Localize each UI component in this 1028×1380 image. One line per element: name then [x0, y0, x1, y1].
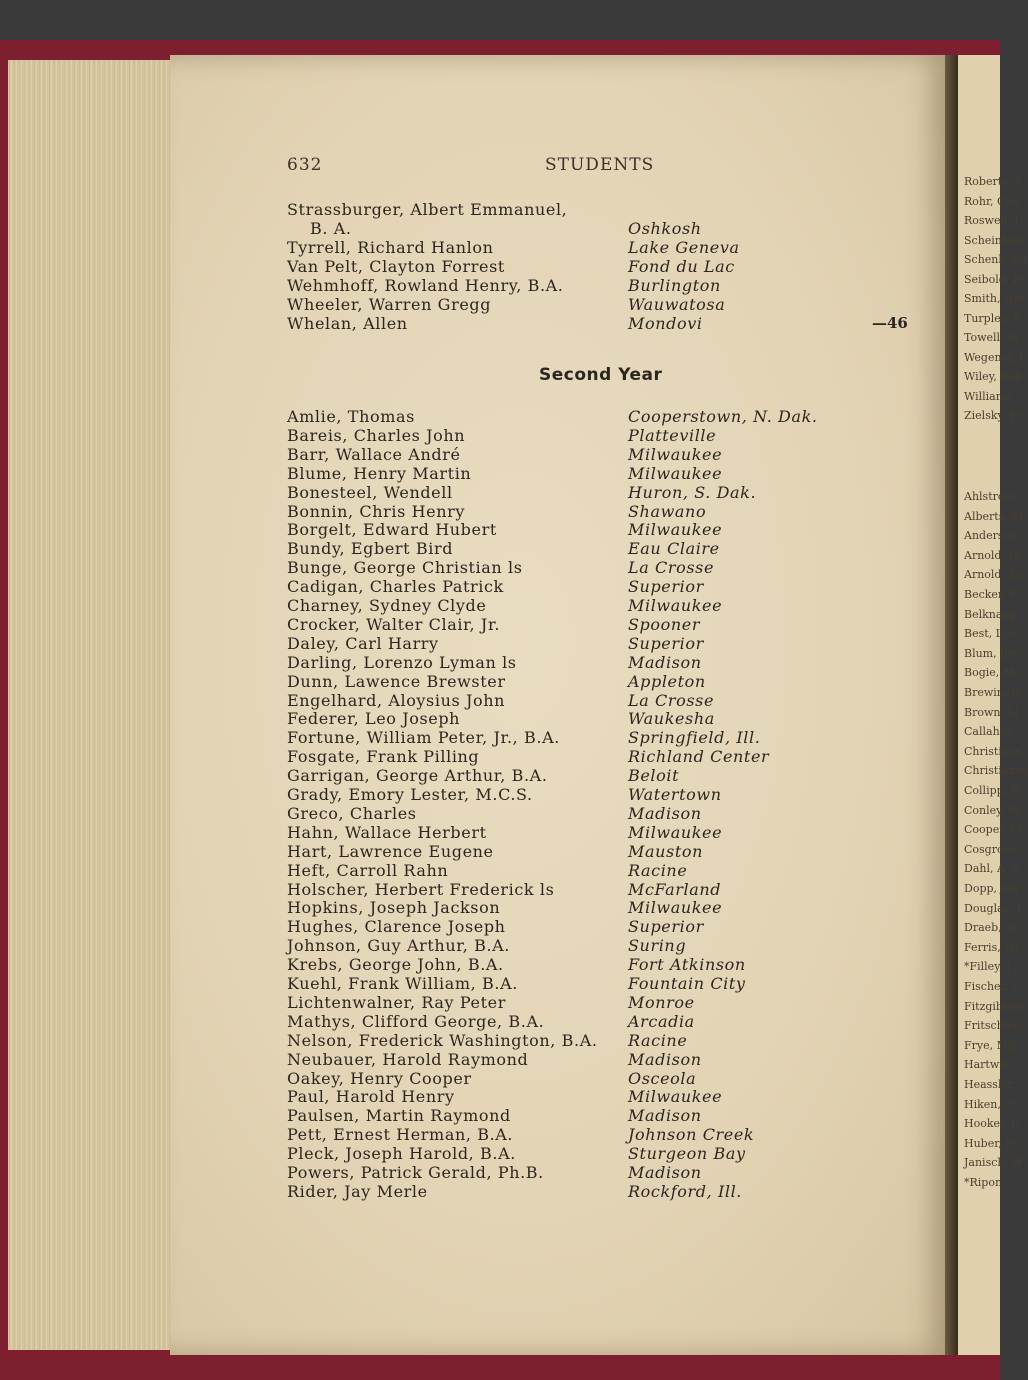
facing-page-text: Towell, Ar	[964, 331, 1021, 344]
student-name: Daley, Carl Harry	[287, 633, 439, 653]
student-hometown: Watertown	[628, 785, 722, 804]
student-name: Wehmhoff, Rowland Henry, B.A.	[287, 276, 564, 295]
student-hometown: Madison	[628, 803, 702, 823]
student-hometown: Monroe	[628, 992, 695, 1012]
student-hometown: Platteville	[628, 425, 717, 445]
student-hometown: La Crosse	[628, 690, 715, 710]
student-hometown: Waukesha	[628, 709, 715, 729]
student-hometown: Spooner	[628, 614, 701, 634]
student-hometown: Milwaukee	[628, 520, 723, 540]
student-hometown: Cooperstown, N. Dak.	[628, 407, 818, 426]
student-name: Neubauer, Harold Raymond	[287, 1049, 529, 1069]
facing-page-text: Callahan,	[964, 725, 1017, 739]
student-hometown: Milwaukee	[628, 822, 723, 842]
facing-page-text: Rohr, Cha	[964, 194, 1020, 208]
facing-page-text: Williams,	[964, 389, 1016, 403]
facing-page-text: Blum, Bru	[964, 646, 1021, 660]
student-hometown: Milwaukee	[628, 1087, 723, 1107]
student-name: Fortune, William Peter, Jr., B.A.	[287, 728, 560, 748]
student-name: Bareis, Charles John	[287, 425, 466, 445]
facing-page-text: Seibold, Fr	[964, 272, 1026, 286]
student-name: Paul, Harold Henry	[287, 1087, 455, 1107]
student-hometown: Fort Atkinson	[628, 955, 746, 975]
student-name: Cadigan, Charles Patrick	[287, 577, 504, 597]
student-hometown: Superior	[628, 577, 704, 597]
facing-page-text: Wegener, J	[964, 350, 1024, 364]
facing-page-text: Fischer, L	[964, 980, 1019, 993]
student-name: Lichtenwalner, Ray Peter	[287, 992, 506, 1012]
facing-page-text: *Filley, J	[964, 960, 1011, 974]
facing-page-text: Zielsky, Fr	[964, 409, 1023, 422]
student-name: Amlie, Thomas	[287, 407, 415, 426]
student-name: Rider, Jay Merle	[287, 1181, 428, 1201]
student-hometown: Suring	[628, 936, 687, 956]
student-name: Bunge, George Christian ls	[287, 558, 523, 578]
student-name: Darling, Lorenzo Lyman ls	[287, 652, 517, 672]
student-hometown: Fond du Lac	[628, 257, 735, 276]
facing-page-text: Heassler,	[964, 1078, 1016, 1091]
facing-page-text: Dahl, A. V	[964, 862, 1020, 876]
student-name: Grady, Emory Lester, M.C.S.	[287, 785, 533, 804]
facing-page-text: Scheinfeld,	[964, 233, 1027, 247]
student-name: Dunn, Lawence Brewster	[287, 671, 506, 691]
student-hometown: Beloit	[628, 766, 680, 786]
student-name: Nelson, Frederick Washington, B.A.	[287, 1030, 598, 1050]
student-name: Greco, Charles	[287, 803, 417, 823]
student-name: Wheeler, Warren Gregg	[287, 295, 492, 314]
student-name: Bonnin, Chris Henry	[287, 501, 466, 521]
student-hometown: Milwaukee	[628, 596, 723, 615]
facing-page-text: Cosgrove,	[964, 842, 1020, 856]
student-hometown: Appleton	[628, 671, 706, 691]
facing-page-text: Anderson,	[964, 529, 1021, 543]
student-name: Crocker, Walter Clair, Jr.	[287, 614, 501, 634]
student-name: Mathys, Clifford George, B.A.	[287, 1011, 545, 1031]
student-hometown: Burlington	[628, 276, 721, 295]
student-name: Powers, Patrick Gerald, Ph.B.	[287, 1163, 544, 1182]
facing-page-text: Turpley, R	[964, 311, 1021, 325]
student-hometown: Shawano	[628, 501, 707, 521]
facing-page-text: Draeb, An	[964, 921, 1021, 935]
facing-page-text: Collipp, W	[964, 784, 1022, 797]
student-name: B. A.	[310, 219, 352, 238]
facing-page-text: Schenk, Ed	[964, 253, 1028, 266]
facing-page-text: Ahlstrom,	[964, 490, 1019, 503]
facing-page-text: Fitzgibbon	[964, 999, 1024, 1013]
facing-page-text: Christiaus	[964, 744, 1022, 758]
student-hometown: Milwaukee	[628, 444, 723, 464]
student-name: Barr, Wallace André	[287, 444, 461, 464]
facing-page-text: Ferris, Wi	[964, 940, 1019, 954]
student-name: Van Pelt, Clayton Forrest	[287, 257, 505, 276]
student-name: Hughes, Clarence Joseph	[287, 917, 506, 937]
student-name: Krebs, George John, B.A.	[287, 955, 504, 975]
facing-page-text: Hooker, E	[964, 1117, 1020, 1131]
student-name: Borgelt, Edward Hubert	[287, 520, 497, 540]
student-hometown: Eau Claire	[628, 539, 720, 559]
student-name: Strassburger, Albert Emmanuel,	[287, 200, 568, 219]
facing-page-text: Best, Lon	[964, 627, 1017, 641]
facing-page-text: Arnold, Su	[964, 568, 1024, 582]
student-name: Pett, Ernest Herman, B.A.	[287, 1125, 514, 1145]
student-hometown: Lake Geneva	[628, 238, 740, 257]
facing-page-text: Conley, Pa	[964, 803, 1022, 817]
facing-page-text: Brewingto	[964, 686, 1022, 699]
student-name: Blume, Henry Martin	[287, 463, 472, 483]
group-count: —46	[872, 314, 908, 332]
facing-page-text: Roswell, F	[964, 214, 1023, 227]
student-hometown: Superior	[628, 917, 704, 937]
student-hometown: Sturgeon Bay	[628, 1144, 746, 1164]
student-hometown: Osceola	[628, 1068, 697, 1088]
student-name: Heft, Carroll Rahn	[287, 860, 449, 880]
student-hometown: Madison	[628, 1163, 702, 1182]
student-name: Charney, Sydney Clyde	[287, 596, 487, 615]
student-hometown: La Crosse	[628, 558, 715, 578]
student-name: Federer, Leo Joseph	[287, 709, 461, 729]
facing-page-text: Fritschler,	[964, 1019, 1022, 1033]
student-hometown: Oshkosh	[628, 219, 702, 238]
facing-page-text: Hiken, Ch	[964, 1097, 1020, 1111]
student-name: Pleck, Joseph Harold, B.A.	[287, 1144, 516, 1164]
facing-page-text: Wiley, Rob	[964, 370, 1023, 383]
facing-page-text: Huber, Fr	[964, 1136, 1019, 1150]
student-hometown: Fountain City	[628, 974, 746, 993]
page-number: 632	[287, 155, 323, 175]
student-hometown: McFarland	[628, 879, 722, 899]
student-hometown: Milwaukee	[628, 463, 723, 483]
student-name: Whelan, Allen	[287, 314, 408, 333]
student-name: Engelhard, Aloysius John	[287, 690, 506, 710]
facing-page-text: Belknapp,	[964, 607, 1020, 621]
facing-page-text: Becker, P	[964, 588, 1017, 601]
student-name: Hart, Lawrence Eugene	[287, 841, 494, 861]
student-hometown: Arcadia	[628, 1011, 695, 1031]
student-name: Fosgate, Frank Pilling	[287, 747, 480, 767]
facing-page-text: Arnold, Ly	[964, 548, 1022, 562]
student-hometown: Springfield, Ill.	[628, 728, 761, 748]
facing-page-text: Bogie, Mo	[964, 666, 1021, 680]
facing-page-text: Dopp, Jan	[964, 882, 1019, 895]
student-hometown: Richland Center	[628, 747, 770, 767]
facing-page-text: Hartwig,	[964, 1058, 1014, 1072]
facing-page-text: Smith, Har	[964, 292, 1026, 305]
student-hometown: Johnson Creek	[628, 1125, 755, 1145]
running-head: STUDENTS	[545, 155, 655, 175]
student-name: Johnson, Guy Arthur, B.A.	[287, 936, 510, 956]
facing-page-text: Roberts, A	[964, 175, 1023, 188]
student-name: Bundy, Egbert Bird	[287, 539, 454, 559]
student-hometown: Huron, S. Dak.	[628, 482, 757, 502]
facing-page-text: Christianse	[964, 764, 1028, 778]
student-hometown: Superior	[628, 633, 704, 653]
facing-page-text: Brown, Ll	[964, 705, 1019, 719]
student-name: Oakey, Henry Cooper	[287, 1068, 472, 1088]
student-name: Bonesteel, Wendell	[287, 482, 453, 502]
facing-page-text: Cooper, Cl	[964, 823, 1023, 837]
student-hometown: Wauwatosa	[628, 295, 726, 314]
facing-page-fragment	[958, 55, 1028, 1355]
student-name: Paulsen, Martin Raymond	[287, 1106, 511, 1126]
student-hometown: Mauston	[628, 841, 704, 861]
student-hometown: Madison	[628, 1049, 702, 1069]
student-hometown: Mondovi	[628, 314, 703, 333]
facing-page-text: Frye, Mir	[964, 1038, 1017, 1052]
student-name: Tyrrell, Richard Hanlon	[287, 238, 494, 257]
student-name: Garrigan, George Arthur, B.A.	[287, 766, 548, 786]
student-hometown: Rockford, Ill.	[628, 1181, 742, 1201]
facing-page-text: Douglas, J	[964, 901, 1021, 915]
student-hometown: Racine	[628, 860, 688, 880]
facing-page-text: *Ripon	[964, 1176, 1003, 1189]
student-name: Hopkins, Joseph Jackson	[287, 898, 501, 918]
student-hometown: Madison	[628, 1106, 702, 1126]
facing-page-text: Alberts, M	[964, 509, 1023, 523]
student-name: Holscher, Herbert Frederick ls	[287, 879, 555, 899]
facing-page-text: Janisch, W	[964, 1156, 1023, 1170]
student-hometown: Milwaukee	[628, 898, 723, 918]
student-name: Kuehl, Frank William, B.A.	[287, 974, 518, 993]
student-hometown: Madison	[628, 652, 702, 672]
student-name: Hahn, Wallace Herbert	[287, 822, 487, 842]
page-edges	[8, 60, 183, 1350]
section-heading: Second Year	[539, 365, 663, 385]
student-hometown: Racine	[628, 1030, 688, 1050]
